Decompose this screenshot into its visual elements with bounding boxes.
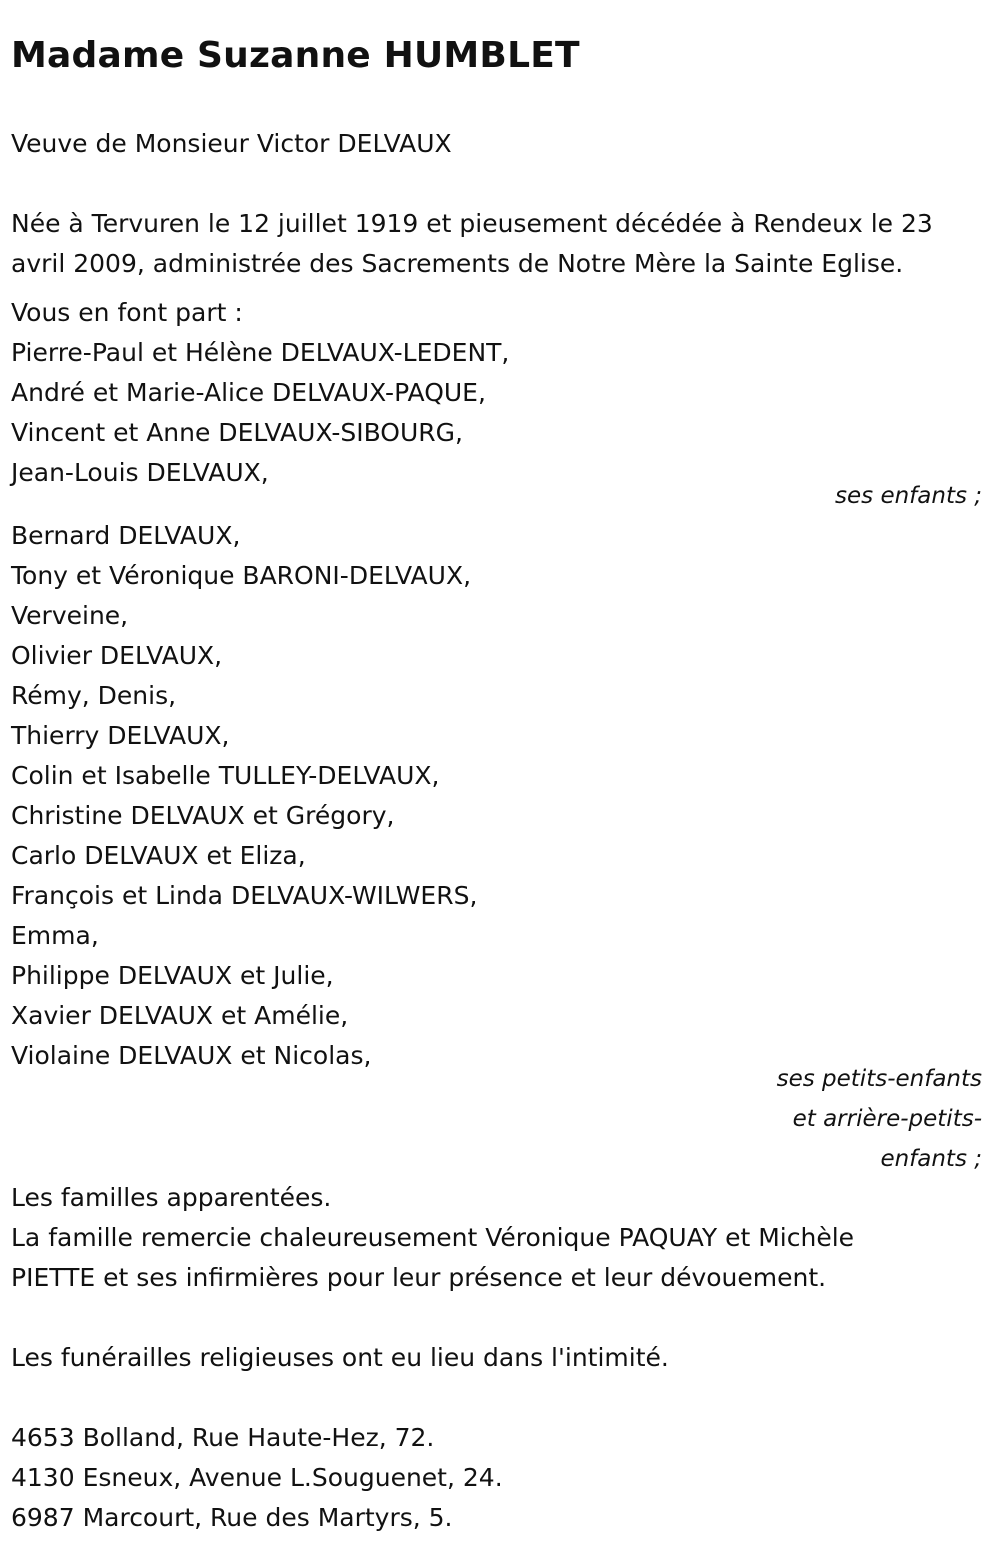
list-item: Tony et Véronique BARONI-DELVAUX,	[11, 561, 472, 590]
list-item: Emma,	[11, 921, 99, 950]
list-item: Xavier DELVAUX et Amélie,	[11, 1001, 349, 1030]
list-item: Thierry DELVAUX,	[11, 721, 230, 750]
families-text: Les familles apparentées.	[11, 1183, 332, 1212]
list-item: François et Linda DELVAUX-WILWERS,	[11, 881, 478, 910]
children-label: ses enfants ;	[835, 483, 982, 509]
thanks-line-2: PIETTE et ses infirmières pour leur présence et leur dévouement.	[11, 1263, 827, 1292]
address-item: 6987 Marcourt, Rue des Martyrs, 5.	[11, 1503, 453, 1532]
grandchildren-label-line-3: enfants ;	[880, 1146, 982, 1172]
funeral-line	[11, 1338, 991, 1378]
widow-of-line	[11, 124, 991, 164]
list-item: Christine DELVAUX et Grégory,	[11, 801, 395, 830]
list-item: Verveine,	[11, 601, 129, 630]
birth-death-line-2: avril 2009, administrée des Sacrements de Notre Mère la Sainte Eglise.	[11, 249, 904, 278]
list-item: Violaine DELVAUX et Nicolas,	[11, 1041, 372, 1070]
grandchildren-label-line-1: ses petits-enfants	[776, 1066, 982, 1092]
announce-text: Vous en font part :	[11, 298, 243, 327]
list-item: Colin et Isabelle TULLEY-DELVAUX,	[11, 761, 440, 790]
grandchildren-label-line-2: et arrière-petits-	[792, 1106, 982, 1132]
address-item: 4130 Esneux, Avenue L.Souguenet, 24.	[11, 1463, 503, 1492]
list-item: Olivier DELVAUX,	[11, 641, 223, 670]
families-and-thanks	[11, 1178, 991, 1298]
address-item: 4653 Bolland, Rue Haute-Hez, 72.	[11, 1423, 435, 1452]
list-item: Carlo DELVAUX et Eliza,	[11, 841, 306, 870]
widow-of-text: Veuve de Monsieur Victor DELVAUX	[11, 129, 452, 158]
list-item: Pierre-Paul et Hélène DELVAUX-LEDENT,	[11, 338, 510, 367]
list-item: Vincent et Anne DELVAUX-SIBOURG,	[11, 418, 463, 447]
list-item: Rémy, Denis,	[11, 681, 177, 710]
list-item: André et Marie-Alice DELVAUX-PAQUE,	[11, 378, 486, 407]
grandchildren-list	[11, 516, 991, 1076]
list-item: Philippe DELVAUX et Julie,	[11, 961, 334, 990]
grandchildren-label	[777, 1059, 982, 1179]
deceased-name-title: Madame Suzanne HUMBLET	[11, 35, 580, 76]
list-item: Jean-Louis DELVAUX,	[11, 458, 269, 487]
children-list	[11, 293, 991, 493]
funeral-text: Les funérailles religieuses ont eu lieu dans l'intimité.	[11, 1343, 669, 1372]
birth-death-paragraph	[11, 204, 991, 284]
birth-death-line-1: Née à Tervuren le 12 juillet 1919 et pieusement décédée à Rendeux le 23	[11, 209, 933, 238]
address-list	[11, 1418, 991, 1538]
list-item: Bernard DELVAUX,	[11, 521, 241, 550]
thanks-line-1: La famille remercie chaleureusement Véronique PAQUAY et Michèle	[11, 1223, 855, 1252]
